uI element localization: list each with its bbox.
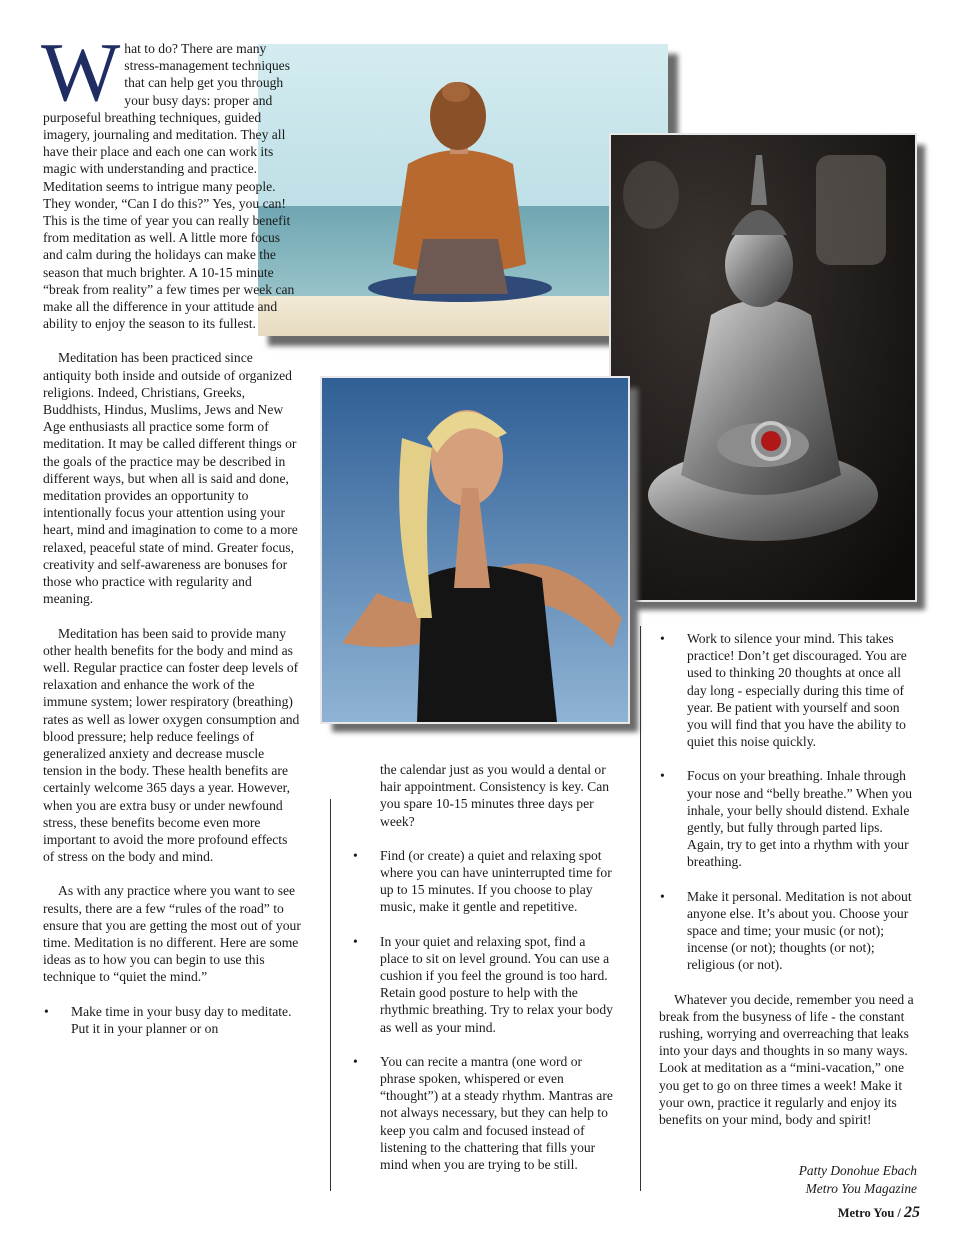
intro-text: hat to do? There are many stress-management techniques that can help get you through your busy days: proper and purposeful breathing techniques, guided imagery, journaling and meditation. They all have their place and each one can work its magic with understanding and practice. Meditation seems to intrigue many people. They wonder, “Can I do this?” Yes, you can! This is the time of year you can really benefit from meditation as well. A little more focus and calm during the holidays can make the season that much brighter. A 10-15 minute “break from reality” a few times per week can make all the difference in your attitude and ability to enjoy the season to its fullest. bbox=[43, 41, 295, 332]
page-number: 25 bbox=[904, 1204, 920, 1221]
intro-paragraph bbox=[41, 26, 301, 332]
magazine-name: Metro You / bbox=[837, 1206, 901, 1220]
bullet-5: • Work to silence your mind. This takes practice! Don’t get discouraged. You are used to thinking 20 thoughts at once all day long - especially during this time of year. Be patient with yourself and soon you will find that you have the ability to quiet this noise quickly. bbox=[659, 630, 921, 750]
publication-name: Metro You Magazine bbox=[805, 1180, 917, 1196]
yoga-woman-photo bbox=[322, 378, 628, 722]
closing-paragraph: Whatever you decide, remember you need a break from the busyness of life - the constant rushing, worrying and overreaching that leaks into your days and thoughts in so many ways. Look at meditation as a “mini-vacation,” one you get to go on three times a week! Make it your own, practice it regularly and enjoy its benefits on your mind, body and spirit! bbox=[659, 991, 914, 1128]
bullet-3: • In your quiet and relaxing spot, find a place to sit on level ground. You can use a cushion if you feel the ground is too hard. Retain good posture to help with the rhythmic breathing. Try to relax your body as well as your mind. bbox=[352, 933, 614, 1036]
bullet-1-start: • Make time in your busy day to meditate. Put it in your planner or on bbox=[43, 1003, 301, 1037]
bullet-7: • Make it personal. Meditation is not about anyone else. It’s about you. Choose your space and time; your music (or not); incense (or not); thoughts (or not); religious (or not). bbox=[659, 888, 921, 974]
buddha-statue-photo bbox=[611, 135, 915, 600]
paragraph-3: Meditation has been said to provide many other health benefits for the body and mind as well. Regular practice can foster deep levels of relaxation and enhance the work of the immune system; lower respiratory (breathing) rates as well as lower oxygen consumption and blood pressure; help reduce feelings of generalized anxiety and decrease muscle tension in the body. These health benefits are certainly welcome 365 days a year. However, when you are extra busy or under newfound stress, these benefits become even more important to avoid the more profound effects of stress on the body and mind. bbox=[43, 625, 300, 865]
column-2 bbox=[352, 761, 614, 1173]
column-3 bbox=[659, 630, 921, 1128]
byline bbox=[640, 1162, 917, 1197]
bullet-4: • You can recite a mantra (one word or phrase spoken, whispered or even “thought”) at a steady rhythm. Mantras are not always necessary, but they can help to keep you calm and focused instead of listening to the chattering that fills your mind when you are trying to be still. bbox=[352, 1053, 614, 1173]
bullet-2: • Find (or create) a quiet and relaxing spot where you can have uninterrupted time for up to 15 minutes. If you choose to play music, make it gentle and repetitive. bbox=[352, 847, 614, 916]
author-name: Patty Donohue Ebach bbox=[798, 1163, 917, 1178]
drop-cap: W bbox=[41, 26, 121, 119]
paragraph-4: As with any practice where you want to see results, there are a few “rules of the road” to ensure that you are getting the most out of your time. Meditation is no different. Here are some ideas as to how you can begin to use this technique to “quiet the mind.” bbox=[43, 883, 301, 985]
column-1 bbox=[41, 26, 301, 1037]
bullet-1-end: the calendar just as you would a dental or hair appointment. Consistency is key. Can you spare 10-15 minutes three days per week? bbox=[380, 762, 610, 829]
page-folio bbox=[820, 1204, 920, 1222]
column-rule-2 bbox=[640, 626, 641, 1191]
beach-meditation-photo bbox=[258, 44, 668, 336]
bullet-6: • Focus on your breathing. Inhale through your nose and “belly breathe.” When you inhale, your belly should distend. Exhale gently, but fully through parted lips. Again, try to get into a rhythm with your breathing. bbox=[659, 767, 921, 870]
paragraph-2: Meditation has been practiced since antiquity both inside and outside of organized religions. Indeed, Christians, Greeks, Buddhists, Hindus, Muslims, Jews and New Age enthusiasts all practice some form of meditation. It may be called different things or the goals of the practice may be described in different ways, but when all is said and done, meditation provides an opportunity to intentionally focus your attention using your heart, mind and imagination to come to a more relaxed, peaceful state of mind. Greater focus, creativity and self-awareness are bonuses for those who practice with regularity and meaning. bbox=[43, 350, 298, 607]
column-rule-1 bbox=[330, 799, 331, 1191]
